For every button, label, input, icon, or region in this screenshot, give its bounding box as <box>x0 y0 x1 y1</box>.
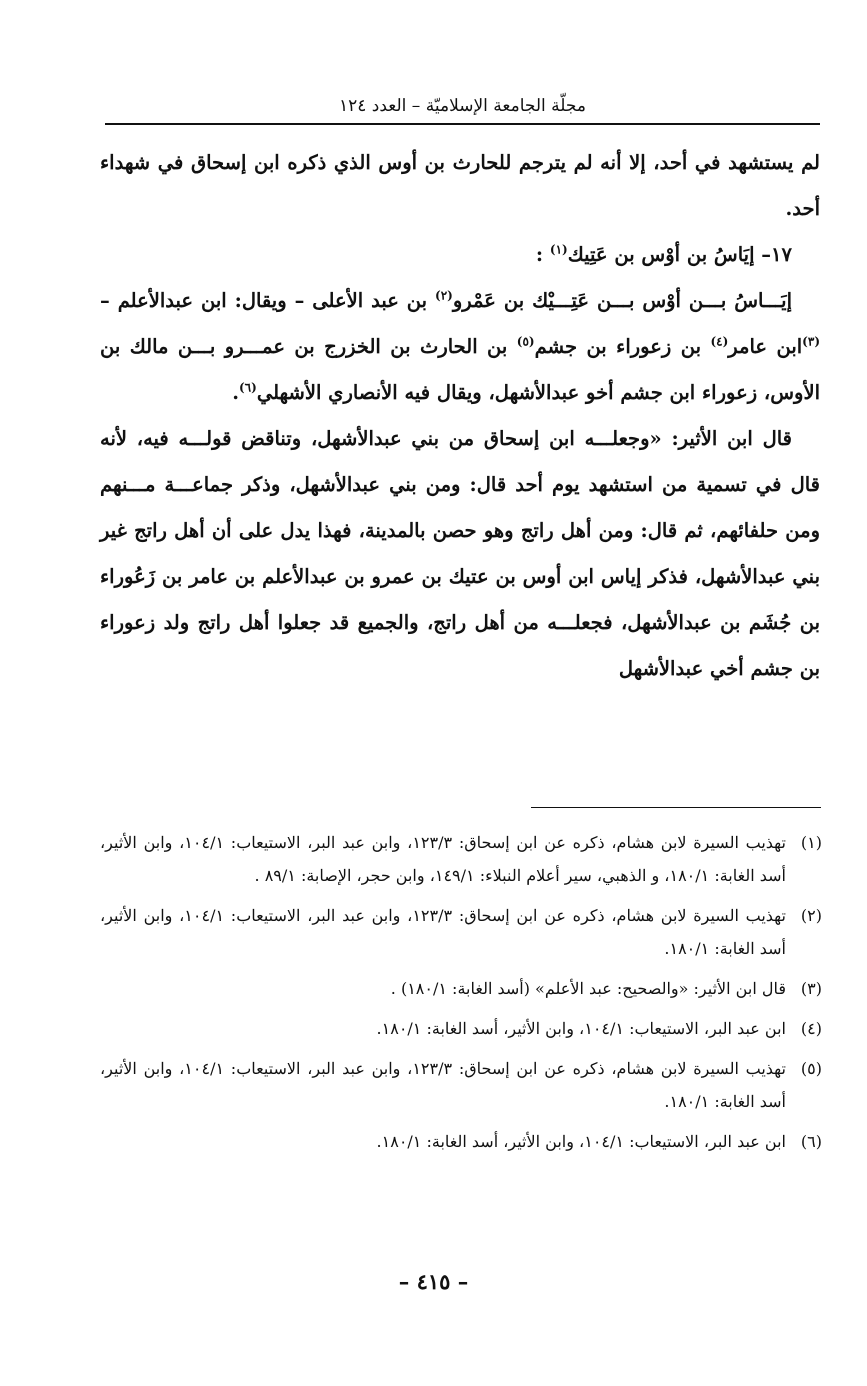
footnote-text: ابن عبد البر، الاستيعاب: ١٠٤/١، وابن الأثير، أسد الغابة: ١٨٠/١. <box>376 1019 786 1038</box>
footnote-ref[interactable]: (٥) <box>516 334 535 349</box>
footnote-5 <box>100 1052 822 1118</box>
text-run: بن الحارث بن الخزرج بن عمـــرو بـــن مالك بن الأوس، زعوراء ابن جشم أخو عبدالأشهل، ويقال فيه الأنصاري الأشهلي <box>100 335 820 404</box>
footnote-6 <box>100 1125 822 1158</box>
text-run: بن زعوراء بن جشم <box>534 335 711 358</box>
footnote-text: تهذيب السيرة لابن هشام، ذكره عن ابن إسحاق: ١٢٣/٣، وابن عبد البر، الاستيعاب: ١٠٤/١، وابن الأثير، أسد الغابة: ١٨٠/١، و الذهبي، سير أعلام النبلاء: ١٤٩/١، وابن حجر، الإصابة: ٨٩/١ . <box>100 833 787 885</box>
footnote-ref[interactable]: (٤) <box>710 334 729 349</box>
text-run: بن عبد الأعلى – ويقال: ابن عبدالأعلم – <box>100 289 435 312</box>
footnote-number: (٦) <box>800 1132 822 1151</box>
text-run: . <box>232 381 239 404</box>
footnote-text: تهذيب السيرة لابن هشام، ذكره عن ابن إسحاق: ١٢٣/٣، وابن عبد البر، الاستيعاب: ١٠٤/١، وابن الأثير، أسد الغابة: ١٨٠/١. <box>100 906 787 958</box>
footnote-number: (٤) <box>800 1019 822 1038</box>
footnote-number: (٥) <box>800 1059 823 1078</box>
running-header: مجلّة الجامعة الإسلاميّة – العدد ١٢٤ <box>339 96 586 116</box>
footnote-4 <box>100 1012 822 1045</box>
footnote-text: تهذيب السيرة لابن هشام، ذكره عن ابن إسحاق: ١٢٣/٣، وابن عبد البر، الاستيعاب: ١٠٤/١، وابن الأثير، أسد الغابة: ١٨٠/١. <box>100 1059 787 1111</box>
footnote-ref[interactable]: (٣) <box>802 334 820 349</box>
footnote-number: (١) <box>800 833 823 852</box>
heading-tail: : <box>535 243 550 266</box>
footnotes <box>100 826 822 1165</box>
paragraph-quote: قال ابن الأثير: «وجعلـــه ابن إسحاق من بني عبدالأشهل، وتناقض قولـــه فيه، لأنه قال في تسمية من استشهد يوم أحد قال: ومن بني عبدالأشهل، وذكر جماعـــة مـــنهم ومن حلفائهم، ثم قال: ومن أهل راتج وهو حصن بالمدينة، فهذا يدل على أن أهل راتج غير بني عبدالأشهل، فذكر إياس ابن أوس بن عتيك بن عمرو بن عبدالأعلم بن عامر بن زَعُوراء بن جُشَم بن عبدالأشهل، فجعلـــه من أهل راتج، والجميع قد جعلوا أهل راتج ولد زعوراء بن جشم أخي عبدالأشهل <box>100 427 820 680</box>
footnote-ref[interactable]: (٦) <box>238 380 257 395</box>
header-rule <box>105 123 820 125</box>
footnote-2 <box>100 899 822 965</box>
footnote-text: قال ابن الأثير: «والصحيح: عبد الأعلم» (أسد الغابة: ١٨٠/١) . <box>390 979 786 998</box>
footnote-text: ابن عبد البر، الاستيعاب: ١٠٤/١، وابن الأثير، أسد الغابة: ١٨٠/١. <box>376 1132 786 1151</box>
heading-text: ١٧– إيَاسُ بن أوْس بن عَتِيك <box>567 243 792 266</box>
footnote-rule <box>531 807 821 808</box>
section-heading <box>100 232 792 278</box>
footnote-1 <box>100 826 822 892</box>
footnote-ref[interactable]: (٢) <box>435 288 453 303</box>
paragraph-continuation: لم يستشهد في أحد، إلا أنه لم يترجم للحارث بن أوس الذي ذكره ابن إسحاق في شهداء أحد. <box>100 151 820 220</box>
page-number: – ٤١٥ – <box>398 1269 469 1294</box>
footnote-number: (٣) <box>800 979 822 998</box>
text-run: ابن عامر <box>728 335 803 358</box>
footnote-3 <box>100 972 822 1005</box>
footnote-ref[interactable]: (١) <box>549 242 568 257</box>
footnote-number: (٢) <box>800 906 823 925</box>
main-text <box>100 140 820 692</box>
paragraph-genealogy <box>100 278 820 416</box>
text-run: إيَـــاسُ بـــن أوْس بـــن عَتِـــيْك بن عَمْرو <box>452 289 792 312</box>
